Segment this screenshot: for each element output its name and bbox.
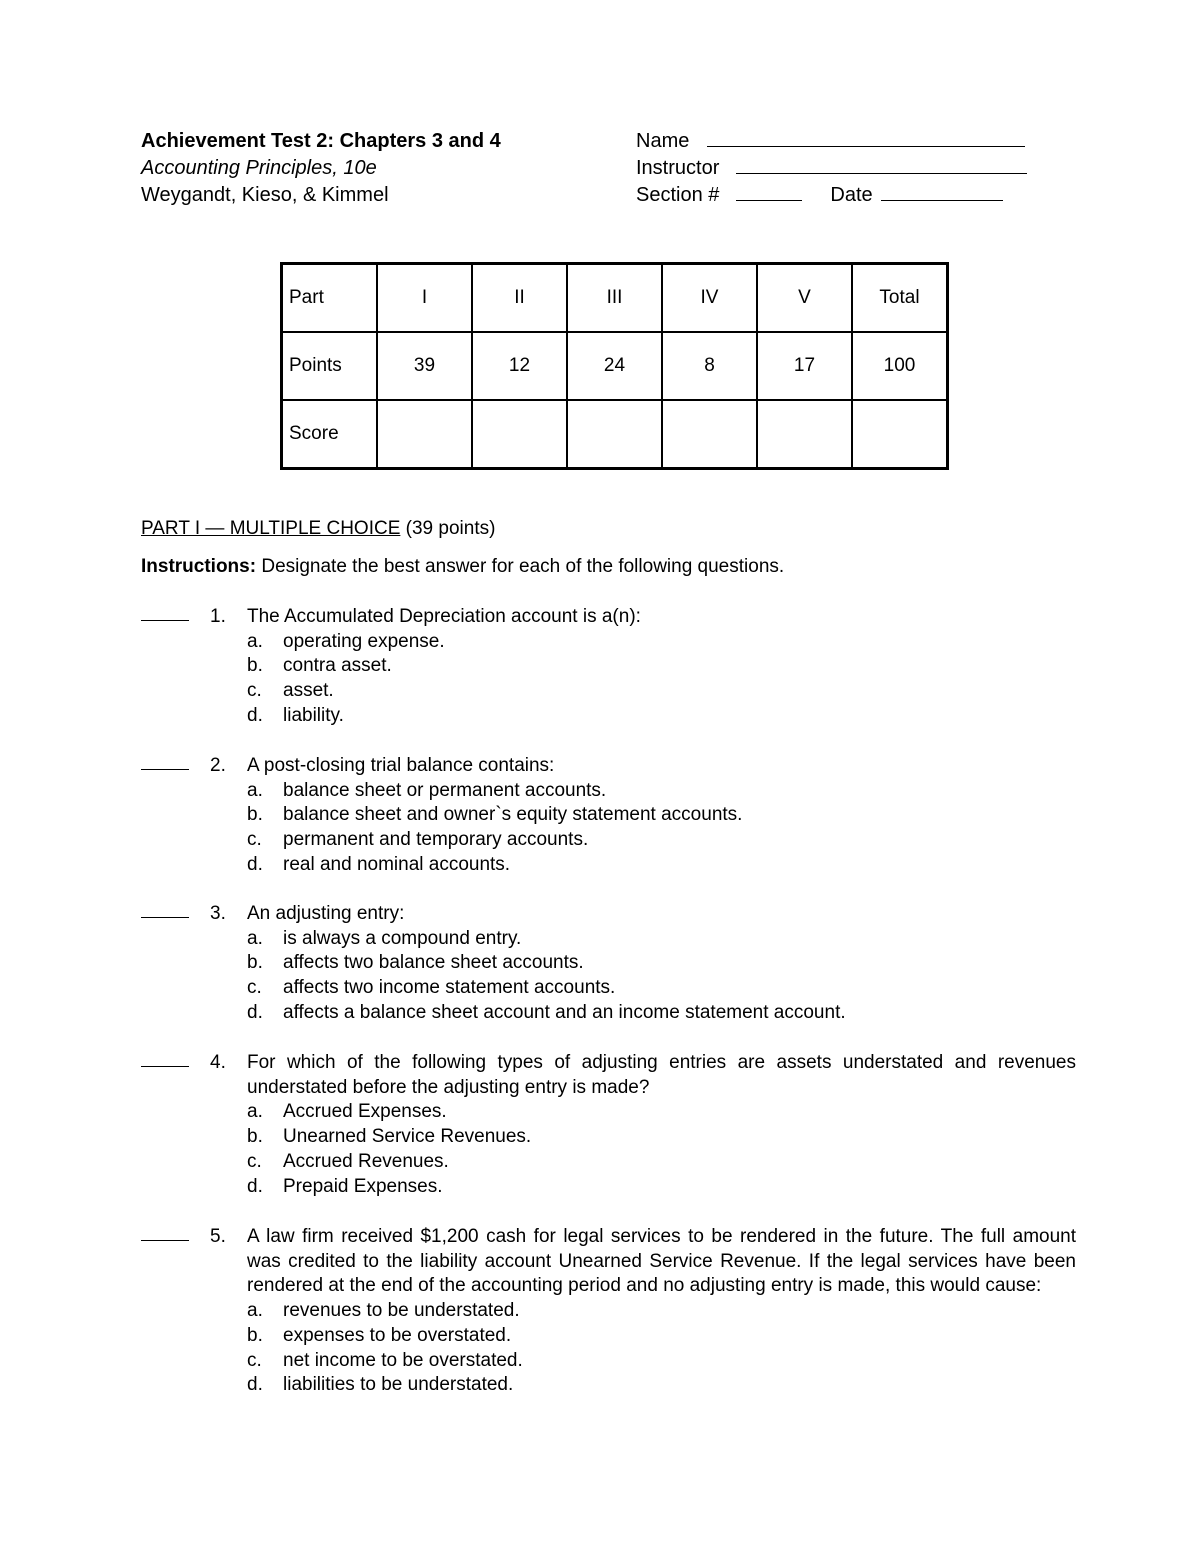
question-text: For which of the following types of adjusting entries are assets understated and revenues understated before the adjusting entry is made? xyxy=(247,1052,1076,1098)
option-letter: c. xyxy=(247,977,262,999)
question-number: 1. xyxy=(210,606,226,627)
part-header: III xyxy=(567,264,662,333)
score-cell[interactable] xyxy=(757,400,852,469)
option-text: liabilities to be understated. xyxy=(283,1374,514,1396)
answer-option xyxy=(247,1373,1076,1398)
answer-blank[interactable] xyxy=(141,1066,189,1067)
answer-blank[interactable] xyxy=(141,620,189,621)
question-text: An adjusting entry: xyxy=(247,903,405,924)
answer-blank[interactable] xyxy=(141,1240,189,1241)
question-text: A law firm received $1,200 cash for legal services to be rendered in the future. The full amount was credited to the liability account Unearned Service Revenue. If the legal services have been rendered at the end of the accounting period and no adjusting entry is made, this would cause: xyxy=(247,1226,1076,1297)
option-text: affects two balance sheet accounts. xyxy=(283,952,584,974)
answer-option xyxy=(247,853,1076,878)
option-letter: b. xyxy=(247,804,263,826)
question-number: 5. xyxy=(210,1226,226,1247)
answer-option xyxy=(247,1001,1076,1026)
part-header: II xyxy=(472,264,567,333)
question-text: A post-closing trial balance contains: xyxy=(247,755,555,776)
answer-option xyxy=(247,927,1076,952)
option-text: liability. xyxy=(283,704,344,726)
name-label: Name xyxy=(636,130,690,152)
part-title: PART I — MULTIPLE CHOICE xyxy=(141,518,401,539)
answer-option xyxy=(247,654,1076,679)
points-cell: 17 xyxy=(757,332,852,400)
option-letter: c. xyxy=(247,1349,262,1371)
section-field[interactable] xyxy=(736,182,802,201)
option-text: balance sheet or permanent accounts. xyxy=(283,779,607,801)
question xyxy=(141,902,1076,1026)
option-text: affects a balance sheet account and an income statement account. xyxy=(283,1001,846,1023)
option-letter: b. xyxy=(247,1324,263,1346)
part-header: Total xyxy=(852,264,948,333)
instructions xyxy=(141,556,784,578)
option-text: contra asset. xyxy=(283,655,392,677)
score-label: Score xyxy=(282,400,378,469)
instructor-label: Instructor xyxy=(636,157,720,179)
answer-option xyxy=(247,1150,1076,1175)
option-letter: b. xyxy=(247,1126,263,1148)
date-label: Date xyxy=(830,184,873,206)
points-cell: 24 xyxy=(567,332,662,400)
option-letter: c. xyxy=(247,829,262,851)
part-header: Part xyxy=(282,264,378,333)
option-letter: a. xyxy=(247,1300,263,1322)
option-text: is always a compound entry. xyxy=(283,927,522,949)
score-cell[interactable] xyxy=(852,400,948,469)
answer-blank[interactable] xyxy=(141,917,189,918)
question-number: 4. xyxy=(210,1052,226,1073)
score-table xyxy=(280,262,949,470)
answer-option xyxy=(247,1324,1076,1349)
option-text: net income to be overstated. xyxy=(283,1349,523,1371)
question xyxy=(141,754,1076,878)
option-letter: b. xyxy=(247,952,263,974)
score-cell[interactable] xyxy=(377,400,472,469)
option-letter: d. xyxy=(247,704,263,726)
points-cell: 39 xyxy=(377,332,472,400)
answer-option xyxy=(247,951,1076,976)
answer-option xyxy=(247,679,1076,704)
authors: Weygandt, Kieso, & Kimmel xyxy=(141,184,389,206)
points-cell: 100 xyxy=(852,332,948,400)
points-cell: 12 xyxy=(472,332,567,400)
student-info-fields xyxy=(636,128,1046,209)
option-text: Unearned Service Revenues. xyxy=(283,1126,532,1148)
option-letter: a. xyxy=(247,927,263,949)
points-label: Points xyxy=(282,332,378,400)
option-letter: a. xyxy=(247,1101,263,1123)
textbook-title: Accounting Principles, 10e xyxy=(141,157,377,179)
score-cell[interactable] xyxy=(662,400,757,469)
answer-option xyxy=(247,976,1076,1001)
answer-blank[interactable] xyxy=(141,769,189,770)
answer-option xyxy=(247,803,1076,828)
option-letter: b. xyxy=(247,655,263,677)
question-number: 2. xyxy=(210,755,226,776)
option-letter: c. xyxy=(247,1150,262,1172)
option-letter: d. xyxy=(247,1374,263,1396)
table-row xyxy=(282,400,948,469)
part-header: V xyxy=(757,264,852,333)
question-text: The Accumulated Depreciation account is a(n): xyxy=(247,606,641,627)
part-header: IV xyxy=(662,264,757,333)
table-row xyxy=(282,332,948,400)
date-field[interactable] xyxy=(881,182,1003,201)
option-text: permanent and temporary accounts. xyxy=(283,829,589,851)
instructions-label: Instructions: xyxy=(141,556,257,577)
table-row xyxy=(282,264,948,333)
instructions-text: Designate the best answer for each of the following questions. xyxy=(261,556,785,577)
part-points: (39 points) xyxy=(405,518,496,539)
question xyxy=(141,1225,1076,1398)
answer-option xyxy=(247,1299,1076,1324)
option-letter: c. xyxy=(247,680,262,702)
option-text: revenues to be understated. xyxy=(283,1300,520,1322)
score-cell[interactable] xyxy=(567,400,662,469)
answer-option xyxy=(247,1175,1076,1200)
part-header: I xyxy=(377,264,472,333)
option-text: expenses to be overstated. xyxy=(283,1324,512,1346)
answer-option xyxy=(247,828,1076,853)
option-letter: a. xyxy=(247,630,263,652)
option-text: Prepaid Expenses. xyxy=(283,1175,443,1197)
instructor-field[interactable] xyxy=(736,155,1027,174)
answer-option xyxy=(247,630,1076,655)
points-cell: 8 xyxy=(662,332,757,400)
section-label: Section # xyxy=(636,184,720,206)
answer-option xyxy=(247,779,1076,804)
question xyxy=(141,1051,1076,1199)
question xyxy=(141,605,1076,729)
option-text: operating expense. xyxy=(283,630,445,652)
question-number: 3. xyxy=(210,903,226,924)
exam-header xyxy=(141,128,501,209)
part-heading xyxy=(141,518,495,540)
answer-option xyxy=(247,704,1076,729)
option-letter: d. xyxy=(247,853,263,875)
name-field[interactable] xyxy=(707,128,1025,147)
option-text: Accrued Expenses. xyxy=(283,1101,447,1123)
answer-option xyxy=(247,1125,1076,1150)
option-letter: d. xyxy=(247,1001,263,1023)
answer-option xyxy=(247,1100,1076,1125)
option-text: balance sheet and owner`s equity statement accounts. xyxy=(283,804,743,826)
option-text: real and nominal accounts. xyxy=(283,853,511,875)
option-letter: d. xyxy=(247,1175,263,1197)
option-text: affects two income statement accounts. xyxy=(283,977,616,999)
answer-option xyxy=(247,1349,1076,1374)
option-text: asset. xyxy=(283,680,334,702)
option-text: Accrued Revenues. xyxy=(283,1150,449,1172)
option-letter: a. xyxy=(247,779,263,801)
exam-title: Achievement Test 2: Chapters 3 and 4 xyxy=(141,130,501,152)
score-cell[interactable] xyxy=(472,400,567,469)
